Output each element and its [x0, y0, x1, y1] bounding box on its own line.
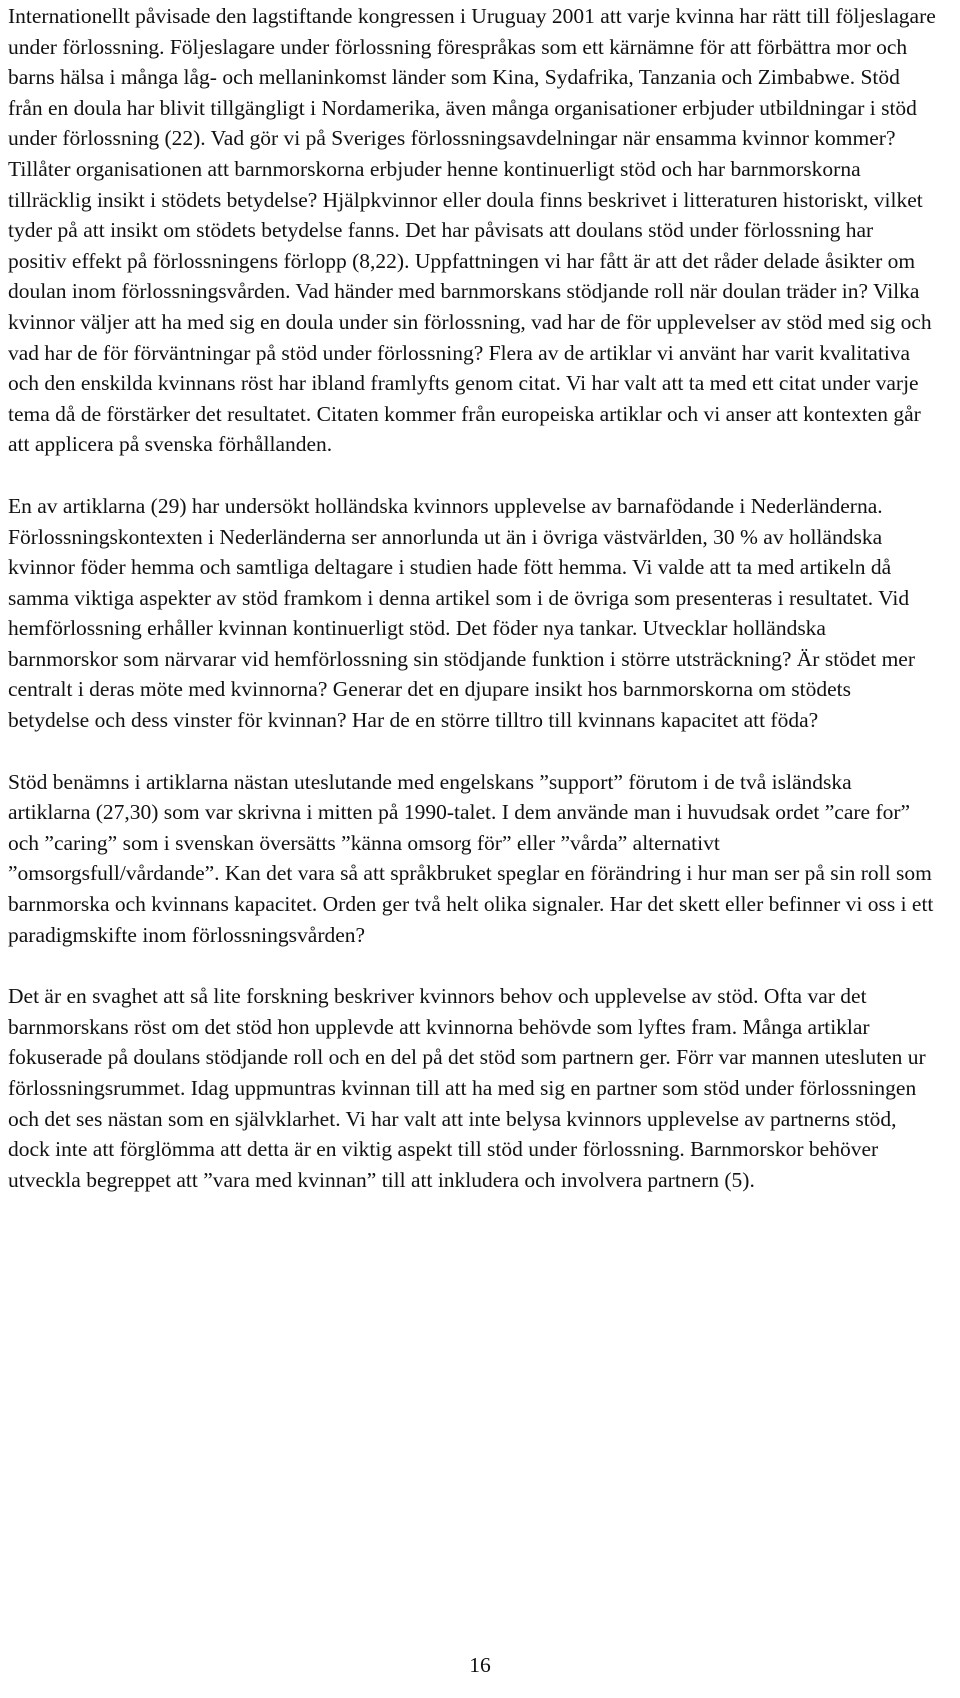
body-paragraph-2: En av artiklarna (29) har undersökt holländska kvinnors upplevelse av barnafödande i Nederländerna. Förlossningskontexten i Nederländerna ser annorlunda ut än i övriga västvärlden, 30 % av holländska kvinnor föder hemma och samtliga deltagare i studien hade fött hemma. Vi valde att ta med artikeln då samma viktiga aspekter av stöd framkom i denna artikel som i de övriga som presenteras i resultatet. Vid hemförlossning erhåller kvinnan kontinuerligt stöd. Det föder nya tankar. Utvecklar holländska barnmorskor som närvarar vid hemförlossning sin stödjande funktion i större utsträckning? Är stödet mer centralt i deras möte med kvinnorna? Generar det en djupare insikt hos barnmorskorna om stödets betydelse och dess vinster för kvinnan? Har de en större tilltro till kvinnans kapacitet att föda? [8, 493, 915, 733]
page-number: 16 [469, 1653, 491, 1677]
body-paragraph-3: Stöd benämns i artiklarna nästan uteslutande med engelskans ”support” förutom i de två isländska artiklarna (27,30) som var skrivna i mitten på 1990-talet. I dem använde man i huvudsak ordet ”care for” och ”caring” som i svenskan översätts ”känna omsorg för” eller ”vårda” alternativt ”omsorgsfull/vårdande”. Kan det vara så att språkbruket speglar en förändring i hur man ser på sin roll som barnmorska och kvinnans kapacitet. Orden ger två helt olika signaler. Har det skett eller befinner vi oss i ett paradigmskifte inom förlossningsvården? [8, 769, 934, 947]
body-paragraph-4: Det är en svaghet att så lite forskning beskriver kvinnors behov och upplevelse av stöd. Ofta var det barnmorskans röst om det stöd hon upplevde att kvinnorna behövde som lyftes fram. Många artiklar fokuserade på doulans stödjande roll och en del på det stöd som partnern ger. Förr var mannen utesluten ur förlossningsrummet. Idag uppmuntras kvinnan till att ha med sig en partner som stöd under förlossningen och det ses nästan som en självklarhet. Vi har valt att inte belysa kvinnors upplevelse av partnerns stöd, dock inte att förglömma att detta är en viktig aspekt till stöd under förlossning. Barnmorskor behöver utveckla begreppet att ”vara med kvinnan” till att inkludera och involvera partnern (5). [8, 984, 926, 1192]
body-paragraph-1: Internationellt påvisade den lagstiftande kongressen i Uruguay 2001 att varje kvinna har rätt till följeslagare under förlossning. Följeslagare under förlossning förespråkas som ett kärnämne för att förbättra mor och barns hälsa i många låg- och mellaninkomst länder som Kina, Sydafrika, Tanzania och Zimbabwe. Stöd från en doula har blivit tillgängligt i Nordamerika, även många organisationer erbjuder utbildningar i stöd under förlossning (22). Vad gör vi på Sveriges förlossningsavdelningar när ensamma kvinnor kommer? Tillåter organisationen att barnmorskorna erbjuder henne kontinuerligt stöd och har barnmorskorna tillräcklig insikt i stödets betydelse? Hjälpkvinnor eller doula finns beskrivet i litteraturen historiskt, vilket tyder på att insikt om stödets betydelse fanns. Det har påvisats att doulans stöd under förlossning har positiv effekt på förlossningens förlopp (8,22). Uppfattningen vi har fått är att det råder delade åsikter om doulan inom förlossningsvården. Vad händer med barnmorskans stödjande roll när doulan träder in? Vilka kvinnor väljer att ha med sig en doula under sin förlossning, vad har de för upplevelser av stöd med sig och vad har de för förväntningar på stöd under förlossning? Flera av de artiklar vi använt har varit kvalitativa och den enskilda kvinnans röst har ibland framlyfts genom citat. Vi har valt att ta med ett citat under varje tema då de förstärker det resultatet. Citaten kommer från europeiska artiklar och vi anser att kontexten går att applicera på svenska förhållanden. [8, 4, 936, 457]
